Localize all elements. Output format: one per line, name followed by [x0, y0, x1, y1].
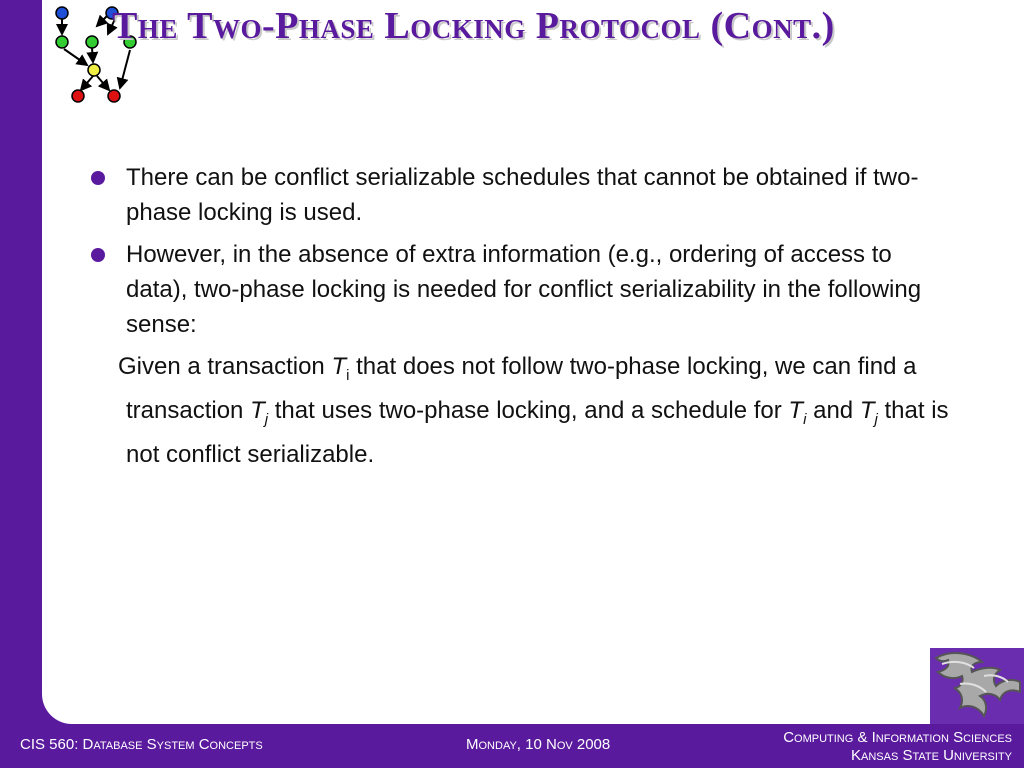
var-t: T — [859, 396, 875, 424]
var-sub: j — [264, 410, 269, 428]
footer-date: Monday, 10 Nov 2008 — [466, 736, 611, 753]
var-t: T — [250, 396, 265, 424]
para-text: and — [813, 396, 854, 424]
var-t: T — [331, 353, 347, 380]
bullet-item — [90, 160, 950, 230]
left-band — [0, 0, 42, 768]
bullet-item — [90, 237, 950, 342]
bullet-icon — [91, 171, 105, 185]
indented-paragraph — [90, 349, 950, 472]
var-sub: i — [346, 366, 350, 384]
footer-institution — [783, 729, 1012, 765]
footer-univ: Kansas State University — [850, 747, 1012, 764]
footer-course: CIS 560: Database System Concepts — [20, 736, 263, 753]
para-text: Given a transaction — [118, 353, 325, 380]
para-text: that uses two-phase locking, and a schedule for — [274, 396, 782, 424]
band-corner — [42, 694, 72, 724]
var-sub: j — [874, 410, 878, 428]
footer-dept: Computing & Information Sciences — [783, 729, 1012, 746]
para-text: that does not follow two-phase locking, we can find a transaction — [126, 353, 917, 424]
slide-body — [90, 160, 950, 472]
para-text: that is not conflict serializable. — [126, 396, 949, 468]
bullet-icon — [91, 248, 105, 262]
powercat-icon — [930, 648, 1024, 724]
var-sub: i — [803, 410, 807, 428]
bullet-text: There can be conflict serializable schedules that cannot be obtained if two-phase locking is used. — [126, 164, 919, 226]
bullet-text: However, in the absence of extra information (e.g., ordering of access to data), two-phase locking is needed for conflict serializability in the following sense: — [126, 241, 922, 338]
slide-title: The Two-Phase Locking Protocol (Cont.) — [112, 5, 835, 47]
var-t: T — [788, 396, 804, 424]
